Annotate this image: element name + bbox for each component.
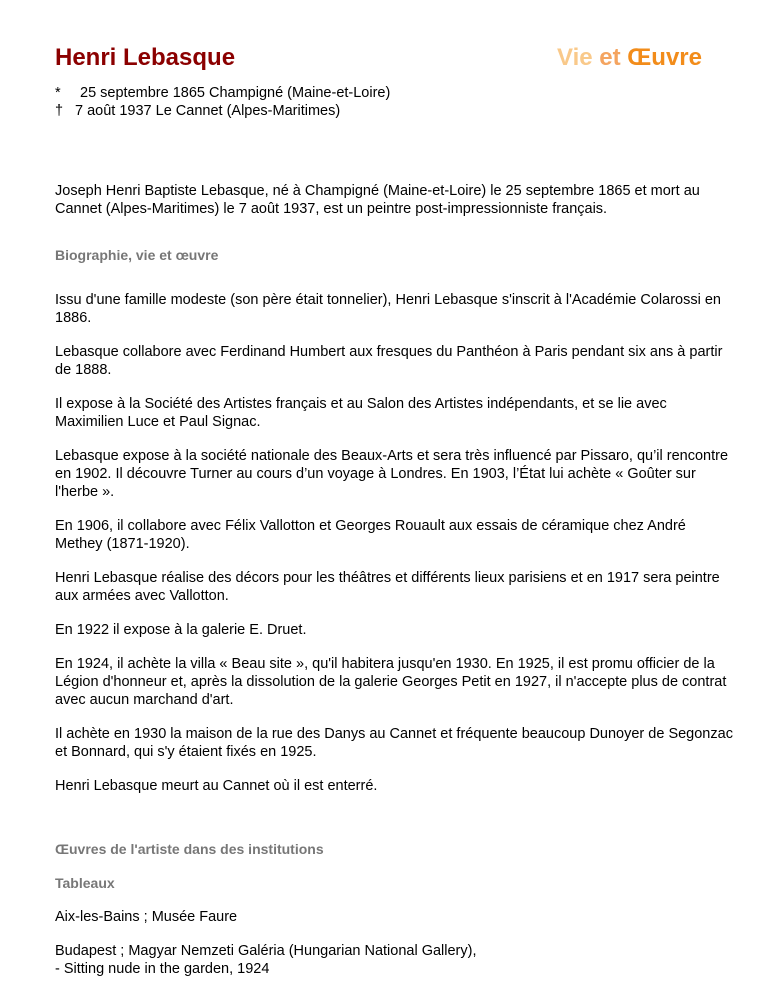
biography-paragraph: Il expose à la Société des Artistes français et au Salon des Artistes indépendants, et se lie avec Maximilien Luce et Paul Signac. (55, 396, 667, 430)
document-header (55, 40, 735, 80)
intro-paragraph: Joseph Henri Baptiste Lebasque, né à Champigné (Maine-et-Loire) le 25 septembre 1865 et mort au Cannet (Alpes-Maritimes) le 7 août 1937, est un peintre post-impressionniste français. (55, 183, 700, 217)
section-label-et: et (599, 44, 621, 71)
biography-paragraph: Lebasque collabore avec Ferdinand Humbert aux fresques du Panthéon à Paris pendant six ans à partir de 1888. (55, 344, 723, 378)
death-symbol: † (55, 103, 64, 119)
biography-body (55, 291, 735, 795)
page-title: Henri Lebasque (55, 44, 236, 71)
works-heading: Œuvres de l'artiste dans des institutions (55, 841, 324, 857)
life-dates (55, 84, 735, 120)
birth-text: 25 septembre 1865 Champigné (Maine-et-Loire) (80, 85, 391, 101)
biography-paragraph: Lebasque expose à la société nationale des Beaux-Arts et sera très influencé par Pissaro, qu’il rencontre en 1902. Il découvre Turner au cours d’un voyage à Londres. En 1903, l’État lui achète « Goûter sur l'herbe ». (55, 448, 729, 500)
document-page (55, 40, 735, 978)
section-label-oeuvre: Œuvre (627, 44, 702, 71)
works-item (55, 942, 735, 978)
biography-heading: Biographie, vie et œuvre (55, 247, 219, 263)
works-item (55, 908, 735, 926)
biography-paragraph: Il achète en 1930 la maison de la rue des Danys au Cannet et fréquente beaucoup Dunoyer de Segonzac et Bonnard, qui s'y étaient fixés en 1925. (55, 726, 733, 760)
death-line (55, 102, 735, 120)
birth-symbol: * (55, 85, 61, 101)
biography-paragraph: Henri Lebasque réalise des décors pour les théâtres et différents lieux parisiens et en 1917 sera peintre aux armées avec Vallotton. (55, 570, 720, 604)
works-item-location: Budapest ; Magyar Nemzeti Galéria (Hungarian National Gallery), (55, 943, 477, 959)
paintings-subheading: Tableaux (55, 875, 115, 891)
biography-paragraph: Issu d'une famille modeste (son père était tonnelier), Henri Lebasque s'inscrit à l'Académie Colarossi en 1886. (55, 292, 721, 326)
death-text: 7 août 1937 Le Cannet (Alpes-Maritimes) (75, 103, 341, 119)
section-label (557, 44, 702, 72)
biography-paragraph: En 1906, il collabore avec Félix Vallotton et Georges Rouault aux essais de céramique chez André Methey (1871-1920). (55, 518, 686, 552)
section-label-vie: Vie (557, 44, 593, 71)
biography-paragraph: En 1924, il achète la villa « Beau site », qu'il habitera jusqu'en 1930. En 1925, il est promu officier de la Légion d'honneur et, après la dissolution de la galerie Georges Petit en 1927, il n'accepte plus de contrat avec aucun marchand d'art. (55, 656, 727, 708)
works-item-location: Aix-les-Bains ; Musée Faure (55, 909, 238, 925)
biography-paragraph: Henri Lebasque meurt au Cannet où il est enterré. (55, 778, 378, 794)
birth-line (55, 84, 735, 102)
works-item-title: - Sitting nude in the garden, 1924 (55, 961, 270, 977)
biography-paragraph: En 1922 il expose à la galerie E. Druet. (55, 622, 307, 638)
works-list (55, 908, 735, 978)
